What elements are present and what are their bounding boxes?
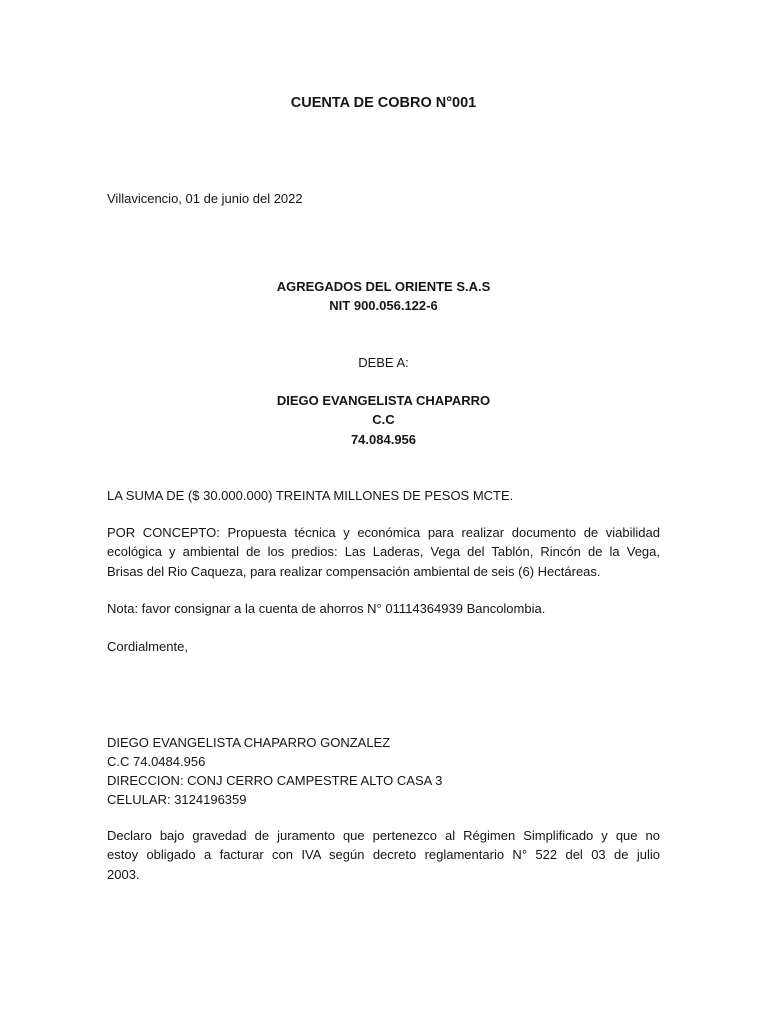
- signature-phone: CELULAR: 3124196359: [107, 792, 247, 807]
- creditor-id-number: 74.084.956: [350, 431, 417, 447]
- signature-block: [107, 733, 660, 809]
- declaration-paragraph: [107, 826, 660, 884]
- signature-id: C.C 74.0484.956: [107, 754, 206, 769]
- declaration-line: estoy obligado a facturar con IVA según decreto reglamentario N° 522 del 03 de julio: [107, 847, 660, 863]
- payment-note: Nota: favor consignar a la cuenta de ahorros N° 01114364939 Bancolombia.: [107, 601, 546, 616]
- signature-name: DIEGO EVANGELISTA CHAPARRO GONZALEZ: [107, 735, 391, 750]
- concept-line: ecológica y ambiental de los predios: Las Laderas, Vega del Tablón, Rincón de la Vega,: [107, 544, 660, 560]
- concept-paragraph: [107, 523, 660, 581]
- debtor-block: [107, 277, 660, 316]
- place-date: Villavicencio, 01 de junio del 2022: [107, 191, 303, 206]
- document-title: CUENTA DE COBRO N°001: [290, 95, 477, 111]
- concept-line: Brisas del Rio Caqueza, para realizar compensación ambiental de seis (6) Hectáreas.: [107, 563, 601, 579]
- creditor-name: DIEGO EVANGELISTA CHAPARRO: [276, 393, 491, 408]
- debtor-nit: NIT 900.056.122-6: [329, 298, 438, 314]
- debtor-name: AGREGADOS DEL ORIENTE S.A.S: [276, 279, 491, 294]
- concept-line: POR CONCEPTO: Propuesta técnica y económica para realizar documento de viabilidad: [107, 525, 660, 540]
- declaration-line: Declaro bajo gravedad de juramento que pertenezco al Régimen Simplificado y que no: [107, 828, 660, 843]
- closing: Cordialmente,: [107, 639, 188, 654]
- creditor-id-label: C.C: [372, 412, 395, 428]
- signature-address: DIRECCION: CONJ CERRO CAMPESTRE ALTO CASA 3: [107, 773, 443, 788]
- creditor-block: [107, 391, 660, 449]
- amount-line: LA SUMA DE ($ 30.000.000) TREINTA MILLONES DE PESOS MCTE.: [107, 488, 514, 503]
- owes-label: DEBE A:: [358, 355, 409, 370]
- declaration-line: 2003.: [107, 866, 140, 882]
